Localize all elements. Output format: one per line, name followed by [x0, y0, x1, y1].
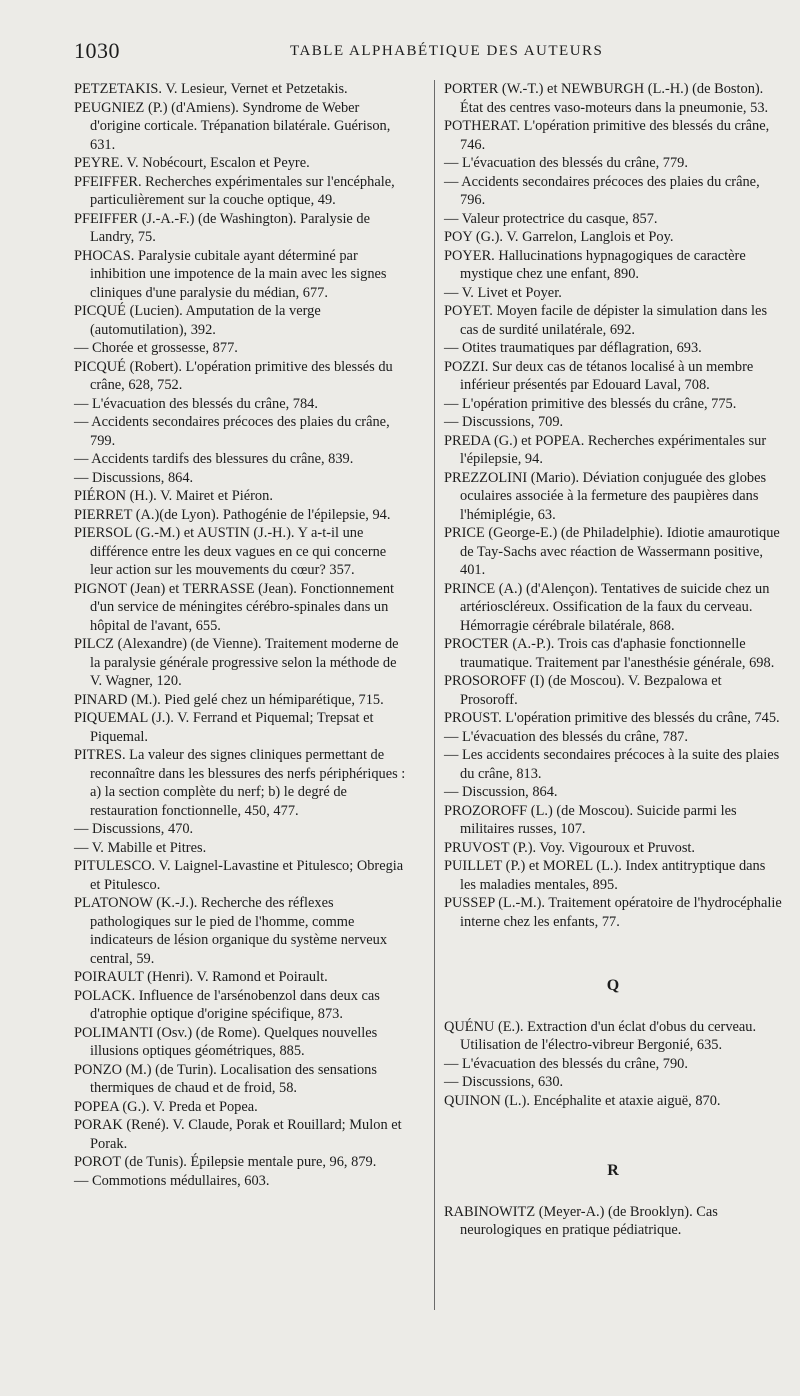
index-entry: PUSSEP (L.-M.). Traitement opératoire de l'hydrocéphalie interne chez les enfants, 77.	[444, 895, 782, 930]
index-entry: PIERSOL (G.-M.) et AUSTIN (J.-H.). Y a-t-il une différence entre les deux vagues en ce qui concerne leur action sur les mouvements du cœur? 357.	[74, 525, 387, 578]
section-q-entries	[444, 1018, 782, 1111]
index-entry: POLIMANTI (Osv.) (de Rome). Quelques nouvelles illusions optiques géométriques, 885.	[74, 1024, 378, 1059]
index-entry: PEYRE. V. Nobécourt, Escalon et Peyre.	[74, 155, 310, 171]
index-entry: POROT (de Tunis). Épilepsie mentale pure, 96, 879.	[74, 1154, 377, 1170]
index-entry: PORAK (René). V. Claude, Porak et Rouillard; Mulon et Porak.	[74, 1117, 402, 1152]
index-entry: PRUVOST (P.). Voy. Vigouroux et Pruvost.	[444, 839, 696, 856]
index-entry: — Discussions, 864.	[74, 469, 194, 486]
index-entry: PROUST. L'opération primitive des blessés du crâne, 745.	[444, 710, 780, 726]
page-header	[74, 38, 724, 68]
index-entry: PICQUÉ (Lucien). Amputation de la verge (automutilation), 392.	[74, 303, 321, 338]
index-entry: PLATONOW (K.-J.). Recherche des réflexes pathologiques sur le pied de l'homme, comme indicateurs de lésion organique du système nerveux central, 59.	[74, 895, 388, 967]
index-entry: RABINOWITZ (Meyer-A.) (de Brooklyn). Cas neurologiques en pratique pédiatrique.	[444, 1203, 718, 1238]
index-entry: POTHERAT. L'opération primitive des blessés du crâne, 746.	[444, 118, 770, 153]
index-entry: — Discussions, 470.	[74, 821, 194, 837]
index-entry: PITULESCO. V. Laignel-Lavastine et Pitulesco; Obregia et Pitulesco.	[74, 858, 404, 893]
section-letter-q: Q	[606, 977, 620, 994]
index-entry: QUÉNU (E.). Extraction d'un éclat d'obus du cerveau. Utilisation de l'électro-vibreur Bergonié, 635.	[444, 1018, 757, 1053]
index-entry: — Chorée et grossesse, 877.	[74, 340, 238, 356]
left-column	[74, 80, 410, 1190]
right-entries	[444, 80, 782, 931]
section-letter-r: R	[607, 1162, 619, 1179]
index-entry: — L'opération primitive des blessés du crâne, 775.	[444, 395, 737, 412]
index-entry: QUINON (L.). Encéphalite et ataxie aiguë, 870.	[444, 1092, 721, 1109]
column-divider	[434, 80, 435, 1310]
index-entry: PRINCE (A.) (d'Alençon). Tentatives de suicide chez un artériosclérеux. Ossification de la faux du cerveau. Hémorragie cérébrale bilatérale, 868.	[444, 580, 770, 634]
index-entry: — Discussions, 709.	[444, 414, 564, 430]
index-entry: POZZI. Sur deux cas de tétanos localisé à un membre inférieur présentés par Edouard Laval, 708.	[444, 358, 754, 393]
index-entry: PIERRET (A.)(de Lyon). Pathogénie de l'épilepsie, 94.	[74, 506, 391, 523]
index-entry: PFEIFFER (J.-A.-F.) (de Washington). Paralysie de Landry, 75.	[74, 210, 371, 245]
index-entry: — L'évacuation des blessés du crâne, 790.	[444, 1055, 688, 1072]
index-entry: — V. Livet et Poyer.	[444, 284, 562, 301]
index-entry: PILCZ (Alexandre) (de Vienne). Traitement moderne de la paralysie générale progressive selon la méthode de V. Wagner, 120.	[74, 636, 399, 689]
index-entry: — Accidents tardifs des blessures du crâne, 839.	[74, 451, 354, 467]
index-entry: POPEA (G.). V. Preda et Popea.	[74, 1098, 258, 1115]
index-entry: POY (G.). V. Garrelon, Langlois et Poy.	[444, 229, 674, 245]
index-entry: PREZZOLINI (Mario). Déviation conjuguée des globes oculaires associée à la fermeture des paupières dans l'hémiplégie, 63.	[444, 469, 767, 523]
running-title: TABLE ALPHABÉTIQUE DES AUTEURS	[290, 43, 604, 59]
index-entry: PICQUÉ (Robert). L'opération primitive des blessés du crâne, 628, 752.	[74, 358, 393, 393]
index-entry: POYER. Hallucinations hypnagogiques de caractère mystique chez une enfant, 890.	[444, 247, 746, 282]
index-entry: — Discussions, 630.	[444, 1074, 564, 1090]
index-entry: POIRAULT (Henri). V. Ramond et Poirault.	[74, 969, 328, 985]
index-entry: — Valeur protectrice du casque, 857.	[444, 210, 658, 227]
index-entry: — Accidents secondaires précoces des plaies du crâne, 799.	[74, 414, 390, 449]
section-r-entries	[444, 1203, 782, 1240]
index-entry: — Commotions médullaires, 603.	[74, 1172, 270, 1189]
index-entry: PONZO (M.) (de Turin). Localisation des sensations thermiques de chaud et de froid, 58.	[74, 1061, 377, 1096]
right-column	[444, 80, 782, 1240]
index-entry: PREDA (G.) et POPEA. Recherches expérimentales sur l'épilepsie, 94.	[444, 432, 767, 467]
index-entry: POYET. Moyen facile de dépister la simulation dans les cas de surdité unilatérale, 692.	[444, 303, 768, 338]
index-entry: — L'évacuation des blessés du crâne, 779.	[444, 155, 688, 171]
index-entry: PINARD (M.). Pied gelé chez un hémiparétique, 715.	[74, 691, 384, 708]
page-number: 1030	[74, 38, 120, 63]
index-entry: — L'évacuation des blessés du crâne, 787.	[444, 728, 688, 745]
index-entry: PHOCAS. Paralysie cubitale ayant déterminé par inhibition une impotence de la main avec les signes cliniques d'une paralysie du médian, 677.	[74, 247, 387, 301]
index-entry: PROSOROFF (I) (de Moscou). V. Bezpalowa et Prosoroff.	[444, 673, 722, 708]
index-entry: PIGNOT (Jean) et TERRASSE (Jean). Fonctionnement d'un service de méningites cérébro-spinales dans un hôpital de l'avant, 655.	[74, 580, 395, 634]
index-entry: — Discussion, 864.	[444, 784, 558, 800]
index-entry: PETZETAKIS. V. Lesieur, Vernet et Petzetakis.	[74, 81, 348, 97]
index-entry: POLACK. Influence de l'arsénobenzol dans deux cas d'atrophie optique d'origine spécifique, 873.	[74, 987, 380, 1022]
index-entry: PUILLET (P.) et MOREL (L.). Index antitryptique dans les maladies mentales, 895.	[444, 858, 766, 893]
index-entry: PEUGNIEZ (P.) (d'Amiens). Syndrome de Weber d'origine corticale. Trépanation bilatérale. Guérison, 631.	[74, 99, 391, 153]
index-entry: PRICE (George-E.) (de Philadelphie). Idiotie amaurotique de Tay-Sachs avec réaction de Wassermann positive, 401.	[444, 525, 780, 578]
index-entry: PORTER (W.-T.) et NEWBURGH (L.-H.) (de Boston). État des centres vaso-moteurs dans la pneumonie, 53.	[444, 81, 769, 116]
index-entry: PROZOROFF (L.) (de Moscou). Suicide parmi les militaires russes, 107.	[444, 802, 737, 837]
index-entry: — Accidents secondaires précoces des plaies du crâne, 796.	[444, 173, 760, 208]
index-entry: PROCTER (A.-P.). Trois cas d'aphasie fonctionnelle traumatique. Traitement par l'anesthésie générale, 698.	[444, 636, 775, 671]
index-entry: PIÉRON (H.). V. Mairet et Piéron.	[74, 488, 273, 504]
index-entry: PITRES. La valeur des signes cliniques permettant de reconnaître dans les blessures des nerfs périphériques : a) la section complète du nerf; b) le degré de restauration fonctionnelle, 450, 477.	[74, 747, 406, 819]
index-entry: PIQUEMAL (J.). V. Ferrand et Piquemal; Trepsat et Piquemal.	[74, 710, 374, 745]
index-entry: PFEIFFER. Recherches expérimentales sur l'encéphale, particulièrement sur la couche optique, 49.	[74, 173, 395, 208]
index-entry: — V. Mabille et Pitres.	[74, 839, 207, 856]
index-entry: — Les accidents secondaires précoces à la suite des plaies du crâne, 813.	[444, 747, 780, 782]
index-entry: — L'évacuation des blessés du crâne, 784.	[74, 395, 318, 412]
index-entry: — Otites traumatiques par déflagration, 693.	[444, 340, 702, 356]
